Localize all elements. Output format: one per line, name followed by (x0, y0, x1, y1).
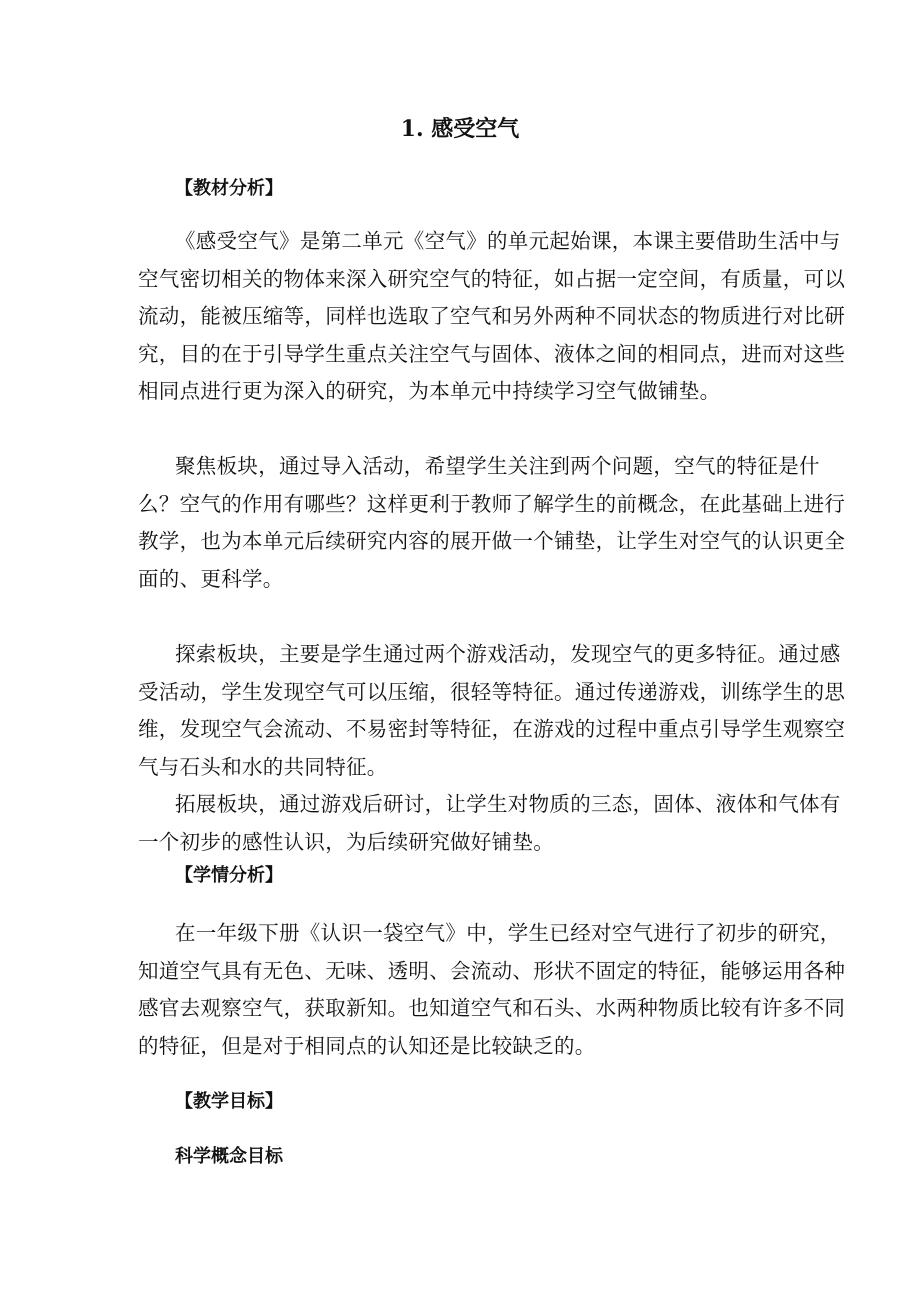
text-line: 《感受空气》是第二单元《空气》的单元起始课，本课主要借助生活中与 (175, 229, 841, 253)
text-line: 维，发现空气会流动、不易密封等特征，在游戏的过程中重点引导学生观察空 (138, 717, 846, 741)
text-line: 流动，能被压缩等，同样也选取了空气和另外两种不同状态的物质进行对比研 (138, 304, 846, 328)
text-line: 拓展板块，通过游戏后研讨，让学生对物质的三态，固体、液体和气体有 (175, 792, 841, 816)
text-line: 在一年级下册《认识一袋空气》中，学生已经对空气进行了初步的研究， (175, 921, 841, 945)
text-line: 聚焦板块，通过导入活动，希望学生关注到两个问题，空气的特征是什 (175, 454, 820, 478)
paragraph-extend-section (138, 786, 841, 861)
text-line: 一个初步的感性认识，为后续研究做好铺垫。 (138, 829, 554, 854)
subheading-science-concept-goals: 科学概念目标 (175, 1146, 283, 1167)
text-line: 教学，也为本单元后续研究内容的展开做一个铺垫，让学生对空气的认识更全 (138, 529, 846, 553)
section-heading-textbook-analysis: 【教材分析】 (175, 178, 283, 199)
section-heading-student-analysis: 【学情分析】 (175, 865, 283, 886)
text-line: 的特征，但是对于相同点的认知还是比较缺乏的。 (138, 1033, 596, 1058)
text-line: 知道空气具有无色、无味、透明、会流动、形状不固定的特征，能够运用各种 (138, 958, 846, 983)
document-title: 1. 感受空气 (400, 116, 520, 142)
text-line: 面的、更科学。 (138, 566, 284, 591)
text-line: 感官去观察空气，获取新知。也知道空气和石头、水两种物质比较有许多不同 (138, 996, 846, 1020)
section-heading-teaching-goals: 【教学目标】 (175, 1091, 283, 1112)
paragraph-explore-section (138, 636, 846, 786)
text-line: 相同点进行更为深入的研究，为本单元中持续学习空气做铺垫。 (138, 379, 721, 403)
text-line: 空气密切相关的物体来深入研究空气的特征，如占据一定空间，有质量，可以 (138, 266, 846, 291)
paragraph-focus-section (138, 448, 846, 598)
text-line: 受活动，学生发现空气可以压缩，很轻等特征。通过传递游戏，训练学生的思 (138, 679, 846, 704)
text-line: 气与石头和水的共同特征。 (138, 754, 388, 779)
paragraph-student-analysis (138, 915, 846, 1065)
text-line: 么？空气的作用有哪些？这样更利于教师了解学生的前概念，在此基础上进行 (138, 491, 846, 516)
paragraph-textbook-intro (138, 223, 846, 411)
text-line: 究，目的在于引导学生重点关注空气与固体、液体之间的相同点，进而对这些 (138, 341, 846, 366)
text-line: 探索板块，主要是学生通过两个游戏活动，发现空气的更多特征。通过感 (175, 642, 841, 666)
